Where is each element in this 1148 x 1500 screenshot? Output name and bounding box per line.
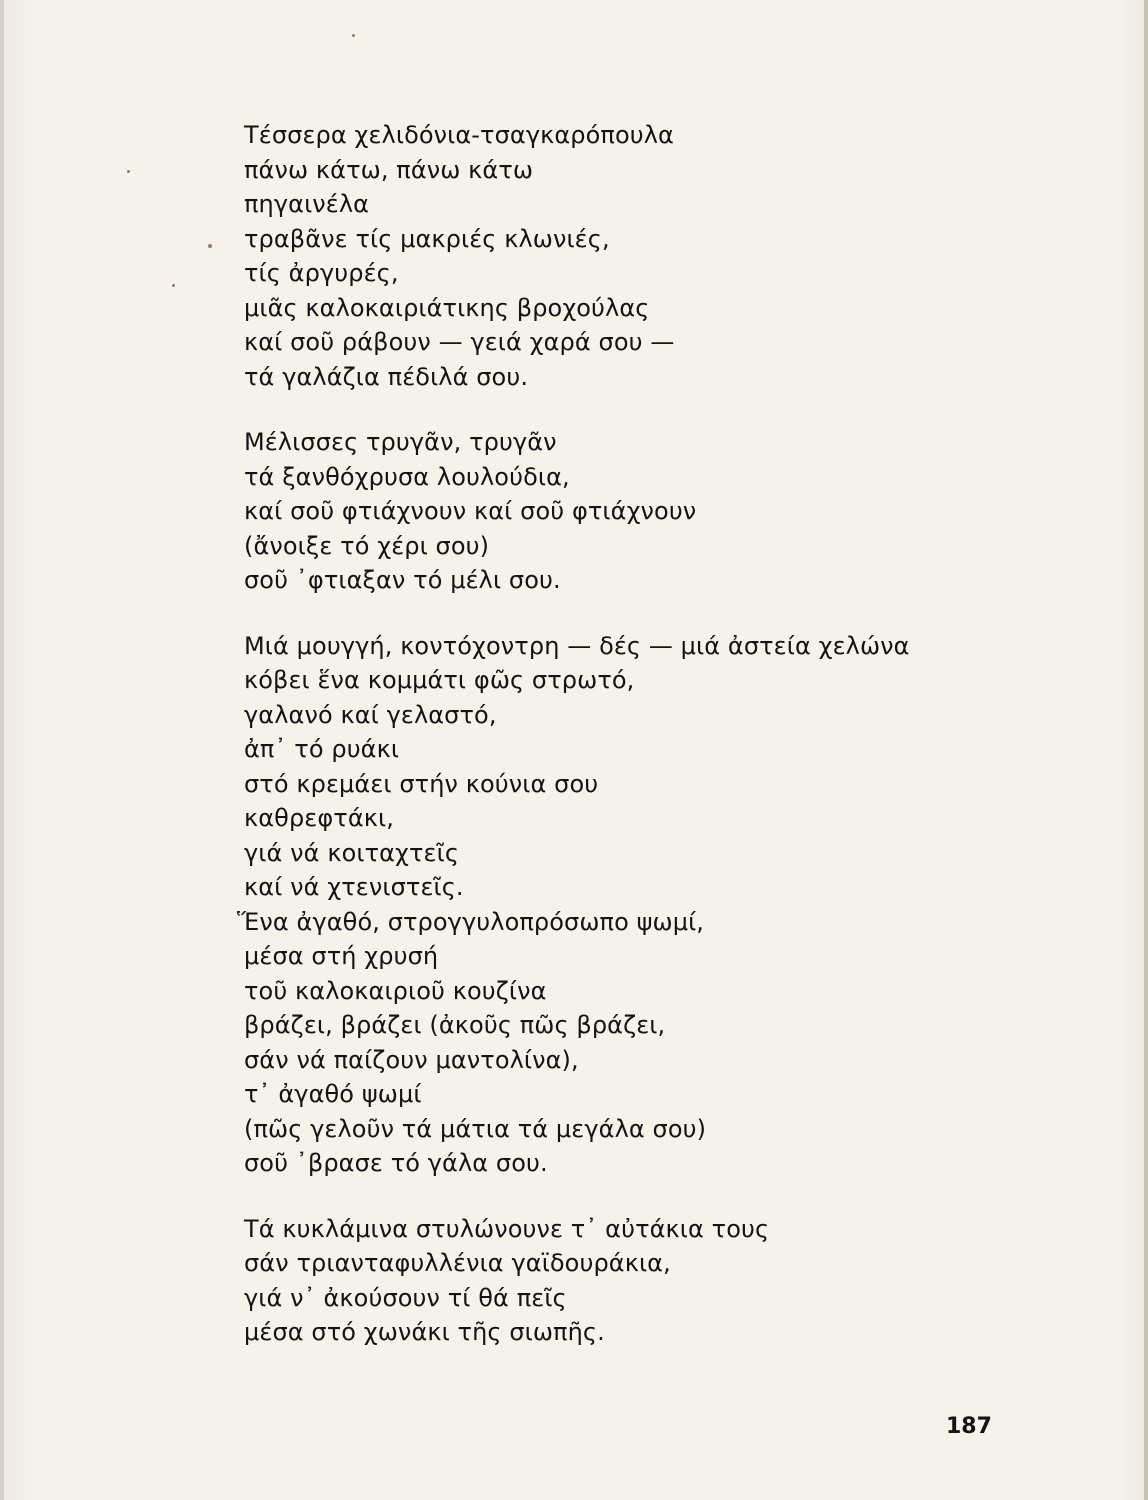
poem-line: καί σοῦ φτιάχνουν καί σοῦ φτιάχνουν bbox=[244, 497, 697, 525]
poem-line: καθρεφτάκι, bbox=[244, 804, 394, 832]
poem-line: γιά νά κοιταχτεῖς bbox=[244, 838, 460, 867]
poem-line: τίς ἀργυρές, bbox=[244, 259, 399, 287]
paper-speck bbox=[208, 244, 212, 248]
poem-line: Τά κυκλάμινα στυλώνουνε τ᾿ αὐτάκια τους bbox=[244, 1214, 770, 1243]
poem-line: τ᾿ ἀγαθό ψωμί bbox=[244, 1080, 422, 1108]
poem-line: μέσα στή χρυσή bbox=[244, 942, 439, 970]
page-number: 187 bbox=[946, 1414, 992, 1439]
poem-line: πηγαινέλα bbox=[244, 190, 370, 218]
poem-line: βράζει, βράζει (ἀκοῦς πῶς βράζει, bbox=[244, 1011, 666, 1039]
poem-line: γιά ν᾿ ἀκούσουν τί θά πεῖς bbox=[244, 1283, 567, 1312]
paper-speck bbox=[127, 170, 130, 173]
stanza-2 bbox=[244, 425, 1044, 598]
poem-line: Τέσσερα χελιδόνια-τσαγκαρόπουλα bbox=[244, 121, 674, 149]
poem-line: Μέλισσες τρυγᾶν, τρυγᾶν bbox=[244, 428, 557, 456]
paper-speck bbox=[352, 34, 355, 37]
poem-line: σοῦ ᾿βρασε τό γάλα σου. bbox=[244, 1149, 548, 1177]
poem-line: τά ξανθόχρυσα λουλούδια, bbox=[244, 462, 570, 491]
stanza-1 bbox=[244, 118, 1044, 394]
poem-line: Ἕνα ἀγαθό, στρογγυλοπρόσωπο ψωμί, bbox=[237, 907, 705, 936]
stanza-3 bbox=[237, 629, 1044, 1181]
stanza-4 bbox=[244, 1212, 1044, 1350]
paper-speck bbox=[172, 284, 175, 287]
poem-line: μέσα στό χωνάκι τῆς σιωπῆς. bbox=[244, 1318, 605, 1346]
poem-line: ἀπ᾿ τό ρυάκι bbox=[244, 735, 400, 763]
poem-line: (ἄνοιξε τό χέρι σου) bbox=[244, 531, 490, 560]
poem-line: (πῶς γελοῦν τά μάτια τά μεγάλα σου) bbox=[244, 1114, 707, 1143]
poem-line: τοῦ καλοκαιριοῦ κουζίνα bbox=[244, 976, 547, 1005]
poem-line: πάνω κάτω, πάνω κάτω bbox=[244, 155, 534, 184]
poem-line: κόβει ἕνα κομμάτι φῶς στρωτό, bbox=[244, 666, 635, 694]
poem-line: μιᾶς καλοκαιριάτικης βροχούλας bbox=[244, 293, 650, 322]
poem-line: σάν τριανταφυλλένια γαϊδουράκια, bbox=[244, 1249, 671, 1277]
poem-line: σοῦ ᾿φτιαξαν τό μέλι σου. bbox=[244, 566, 561, 594]
page-right-edge bbox=[1144, 0, 1148, 1500]
poem-line: τά γαλάζια πέδιλά σου. bbox=[244, 362, 529, 391]
poem-line: καί νά χτενιστεῖς. bbox=[244, 873, 464, 901]
poem bbox=[237, 118, 1044, 1381]
poem-line: καί σοῦ ράβουν — γειά χαρά σου — bbox=[244, 328, 675, 356]
poem-line: σάν νά παίζουν μαντολίνα), bbox=[244, 1045, 579, 1074]
poem-line: τραβᾶνε τίς μακριές κλωνιές, bbox=[244, 224, 610, 253]
poem-line: στό κρεμάει στήν κούνια σου bbox=[244, 769, 599, 798]
poem-line: Μιά μουγγή, κοντόχοντρη — δές — μιά ἀστεία χελώνα bbox=[244, 631, 910, 660]
poem-line: γαλανό καί γελαστό, bbox=[244, 700, 497, 729]
page-left-edge bbox=[0, 0, 4, 1500]
